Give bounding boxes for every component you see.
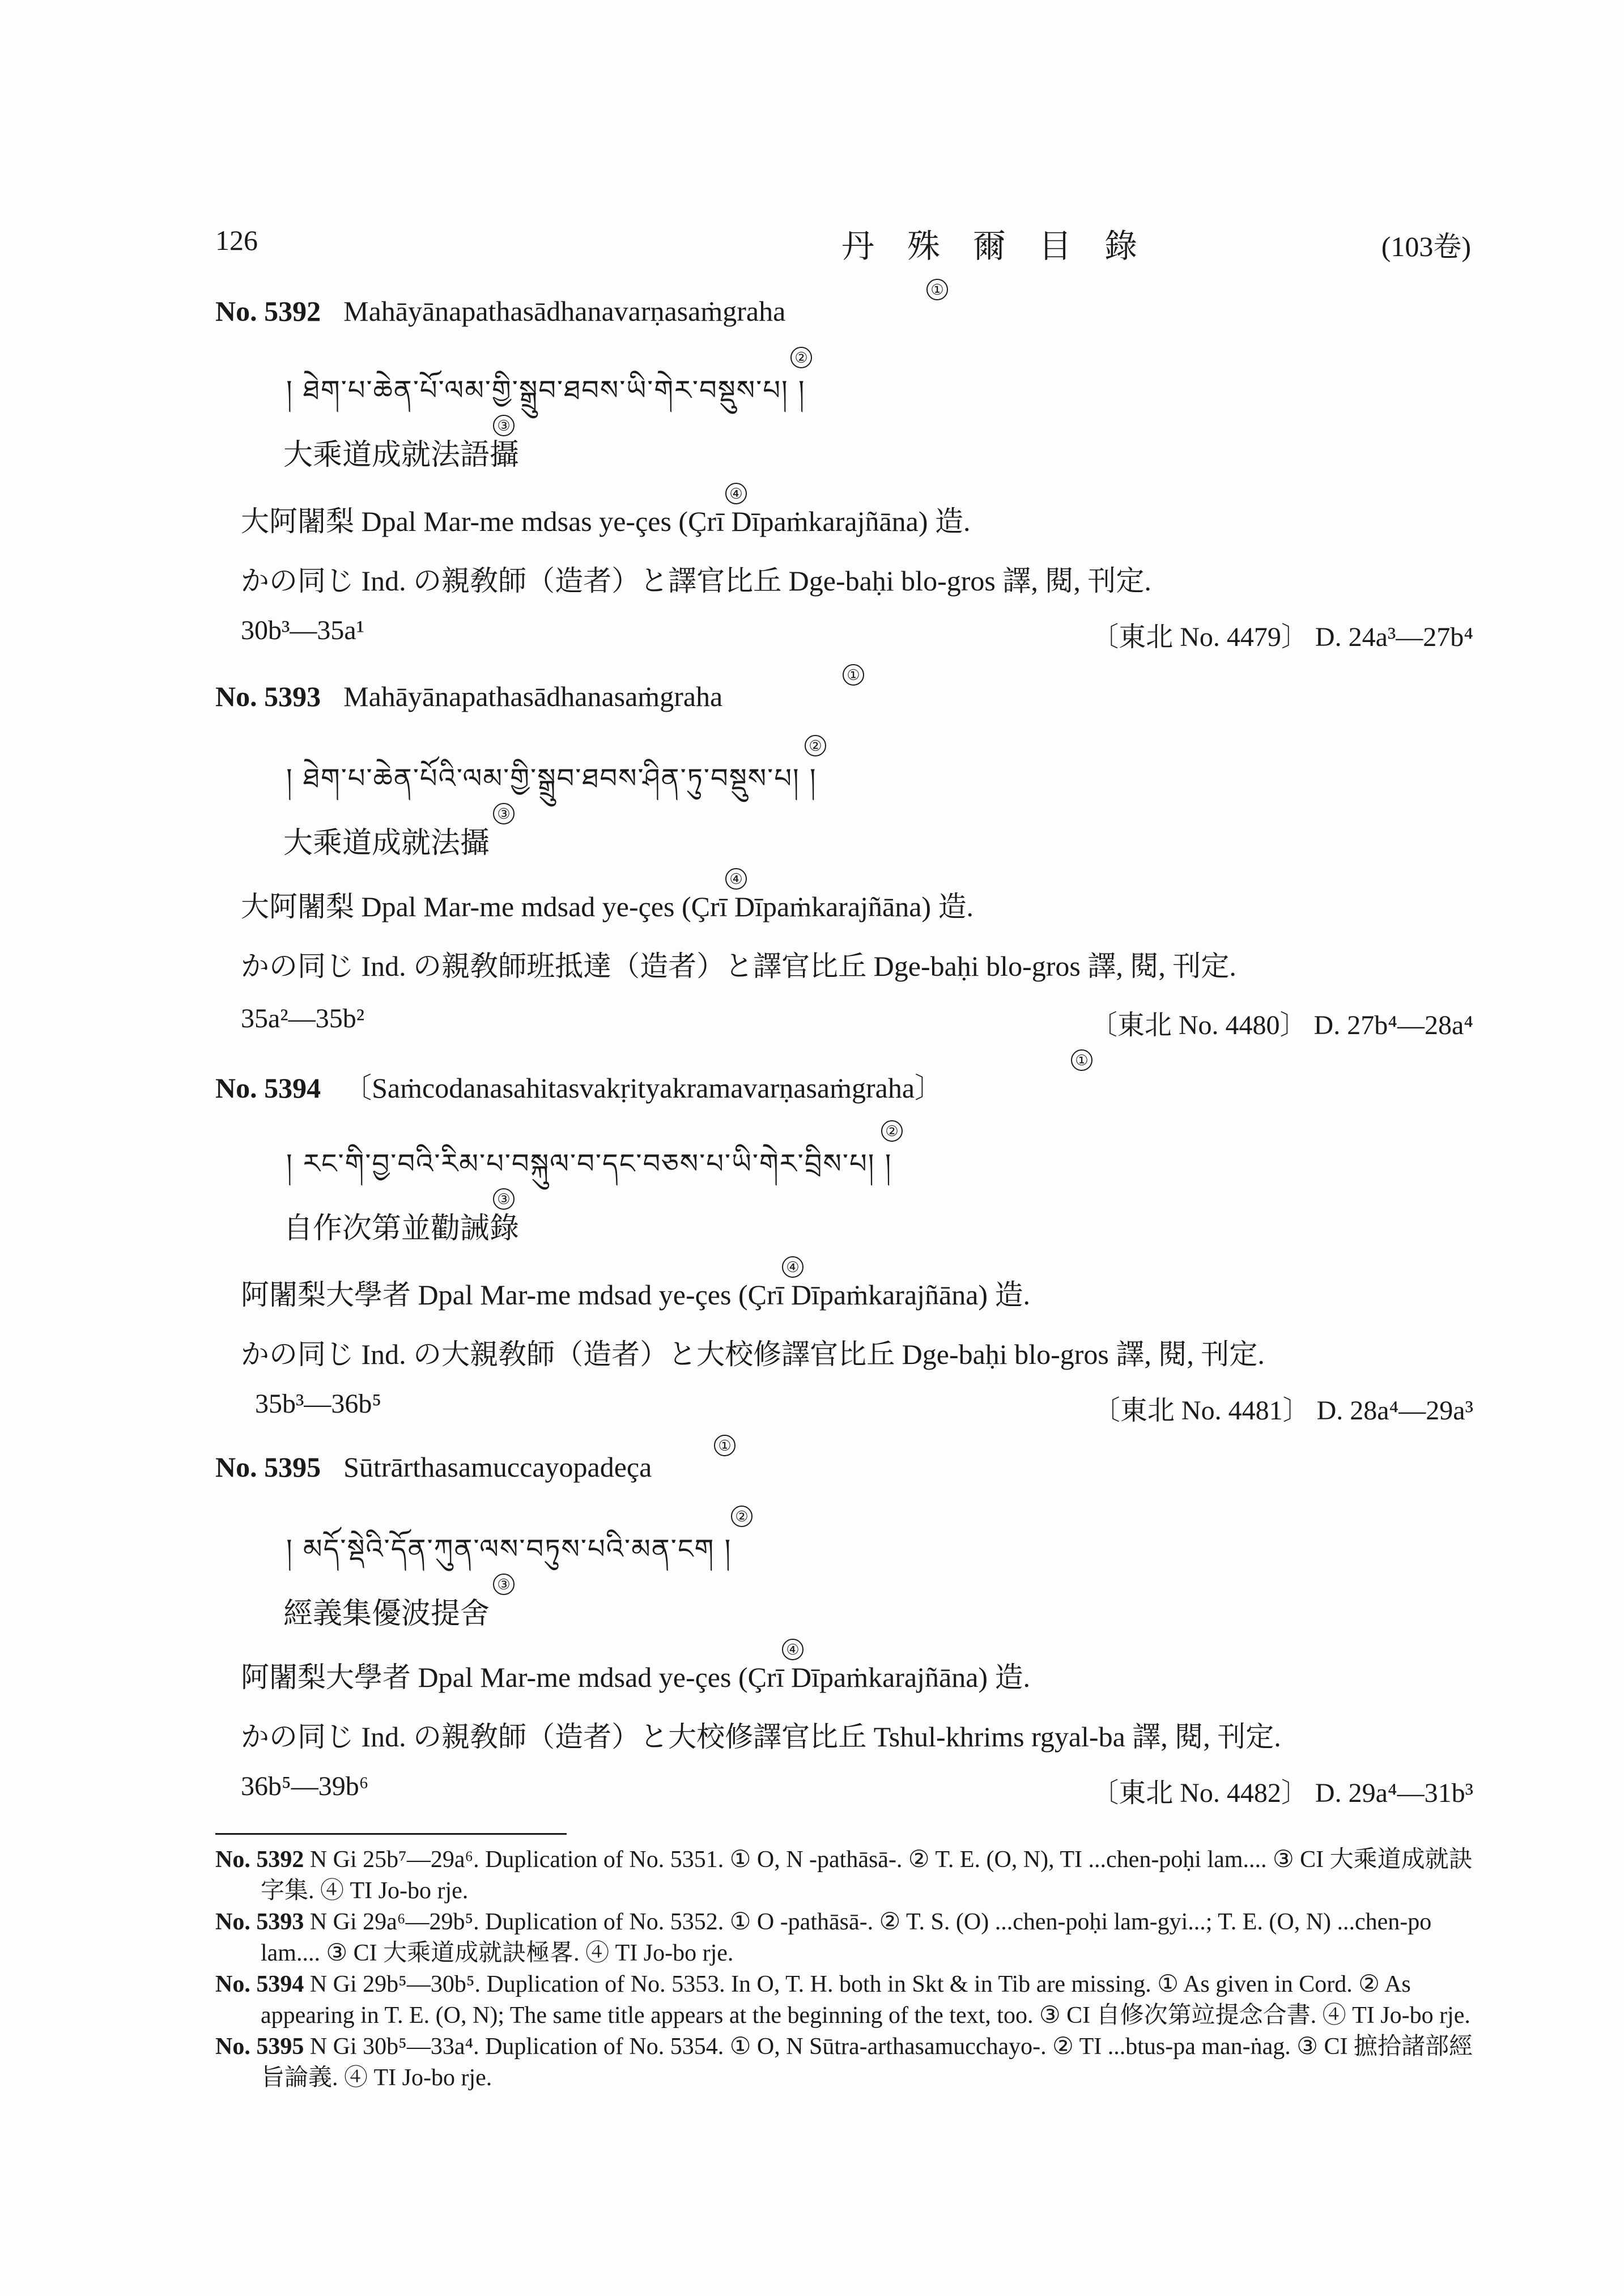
footnote-marker: ③ [493, 803, 515, 824]
tibetan-title: ། རང་གི་བྱ་བའི་རིམ་པ་བསྐུལ་བ་དང་བཅས་པ་ཡི་གེར་བྲིས་པ། ། [286, 1148, 892, 1180]
footnote-marker: ① [714, 1435, 736, 1456]
author-line [241, 499, 971, 539]
entry-number: No. 5393 [215, 681, 321, 712]
footnotes [215, 1844, 1485, 2094]
entry-number: No. 5394 [215, 1072, 321, 1104]
author-line [241, 1272, 1030, 1313]
entry-5392 [215, 281, 1473, 652]
footnote-text: N Gi 30b⁵—33a⁴. Duplication of No. 5354. ① O, N Sūtra-arthasamucchayo-. ② TI ...btus-pa man-ṅag. ③ CI 摭拾諸部經旨論義. ④ TI Jo-bo rje. [261, 2034, 1473, 2091]
footnote-number: No. 5394 [215, 1971, 304, 1997]
cross-reference: 〔東北 No. 4481〕 D. 28a⁴—29a³ [1092, 1396, 1473, 1426]
footnote-marker: ④ [782, 1256, 804, 1278]
chinese-title: 經義集優波提舍 [283, 1598, 490, 1630]
author-suffix: 造. [994, 1661, 1031, 1693]
sanskrit-title: Mahāyānapathasādhanavarṇasaṁgraha [343, 295, 786, 327]
tibetan-title: ། ཐེག་པ་ཆེན་པོ་ལམ་གྱི་སྒྲུབ་ཐབས་ཡི་གེར་བསྡུས་པ། ། [286, 375, 806, 406]
footnote-marker: ② [731, 1506, 753, 1527]
folio-range: 35a²—35b² [241, 1004, 365, 1034]
tibetan-title: ། མདོ་སྡེའི་དོན་ཀུན་ལས་བཏུས་པའི་མན་ངག ། [286, 1533, 732, 1565]
footnote-marker: ③ [493, 1188, 515, 1210]
footnote-marker: ① [843, 664, 864, 686]
cross-reference: 〔東北 No. 4482〕 D. 29a⁴—31b³ [1091, 1778, 1473, 1808]
footnote-5395 [215, 2031, 1485, 2094]
author-title: 大阿闍梨 [241, 891, 354, 922]
author-title: 大阿闍梨 [241, 505, 354, 537]
entry-heading [215, 1065, 943, 1106]
page-title: 丹 殊 爾 目 錄 [841, 228, 1138, 265]
entry-heading [215, 1451, 652, 1483]
translator-line: かの同じ Ind. の親敎師（造者）と大校修譯官比丘 Tshul-khrims rgyal-ba 譯, 閱, 刊定. [241, 1721, 1281, 1753]
volume-label: (103卷) [1381, 231, 1471, 262]
author-title: 阿闍梨大學者 [241, 1279, 411, 1311]
entry-number: No. 5392 [215, 295, 321, 327]
entry-heading [215, 680, 722, 713]
cross-reference: 〔東北 No. 4479〕 D. 24a³—27b⁴ [1091, 622, 1473, 652]
translator-line: かの同じ Ind. の親敎師班抵達（造者）と譯官比丘 Dge-baḥi blo-gros 譯, 閱, 刊定. [241, 950, 1236, 982]
entry-heading [215, 295, 785, 328]
author-sanskrit: (Çrī Dīpaṁkarajñāna) [738, 1661, 988, 1693]
footnote-marker: ② [805, 735, 826, 756]
author-suffix: 造. [935, 505, 971, 537]
footnote-5392 [215, 1844, 1485, 1907]
footnote-marker: ④ [782, 1639, 804, 1660]
footnote-text: N Gi 29b⁵—30b⁵. Duplication of No. 5353. In O, T. H. both in Skt & in Tib are missing. ① As given in Cord. ② As appearing in T. E. (O, N); The same title appears at the beginning of the text, too. ③ CI 自修次第竝提念合書. ④ TI Jo-bo rje. [261, 1971, 1470, 2029]
footnote-5394 [215, 1969, 1485, 2031]
author-sanskrit: (Çrī Dīpaṁkarajñāna) [678, 505, 928, 537]
footnote-marker: ④ [725, 868, 747, 890]
footnote-marker: ② [790, 347, 812, 368]
author-line [241, 1655, 1030, 1695]
chinese-title: 自作次第並勸誡錄 [283, 1213, 520, 1245]
author-suffix: 造. [938, 891, 974, 922]
author-sanskrit: (Çrī Dīpaṁkarajñāna) [738, 1279, 988, 1311]
sanskrit-title: 〔Saṁcodanasahitasvakṛityakramavarṇasaṁgraha〕 [343, 1072, 943, 1104]
folio-range: 30b³—35a¹ [241, 615, 365, 645]
entry-number: No. 5395 [215, 1451, 321, 1483]
author-suffix: 造. [994, 1279, 1031, 1311]
tibetan-title: ། ཐེག་པ་ཆེན་པོའི་ལམ་གྱི་སྒྲུབ་ཐབས་ཤིན་ཏུ་བསྡུས་པ། ། [286, 763, 817, 794]
footnote-marker: ② [881, 1120, 903, 1142]
folio-range: 36b⁵—39b⁶ [241, 1771, 369, 1801]
entry-5393 [215, 666, 1473, 1040]
author-name: Dpal Mar-me mdsad ye-çes [418, 1661, 732, 1693]
footnote-marker: ③ [493, 1574, 515, 1595]
footnote-5393 [215, 1907, 1485, 1969]
footnote-marker: ③ [493, 415, 515, 436]
footnote-number: No. 5395 [215, 2034, 304, 2060]
author-title: 阿闍梨大學者 [241, 1661, 411, 1693]
chinese-title: 大乘道成就法攝 [283, 827, 490, 860]
entry-5394 [215, 1052, 1473, 1428]
sanskrit-title: Mahāyānapathasādhanasaṁgraha [343, 681, 723, 712]
footnote-marker: ① [1071, 1049, 1092, 1071]
page-number: 126 [215, 224, 258, 256]
footnote-text: N Gi 25b⁷—29a⁶. Duplication of No. 5351. ① O, N -pathāsā-. ② T. E. (O, N), TI ...chen-poḥi lam.... ③ CI 大乘道成就訣字集. ④ TI Jo-bo rje. [261, 1847, 1473, 1904]
author-name: Dpal Mar-me mdsad ye-çes [418, 1279, 732, 1311]
running-header [215, 224, 1471, 263]
footnote-marker: ① [926, 279, 948, 300]
translator-line: かの同じ Ind. の大親敎師（造者）と大校修譯官比丘 Dge-baḥi blo-gros 譯, 閱, 刊定. [241, 1338, 1265, 1370]
chinese-title: 大乘道成就法語攝 [283, 439, 520, 471]
entry-5395 [215, 1437, 1473, 1813]
footnote-number: No. 5393 [215, 1909, 304, 1935]
footnote-text: N Gi 29a⁶—29b⁵. Duplication of No. 5352. ① O -pathāsā-. ② T. S. (O) ...chen-poḥi lam-gyi...; T. E. (O, N) ...chen-po lam.... ③ CI 大乘道成就訣極畧. ④ TI Jo-bo rje. [261, 1909, 1432, 1966]
translator-line: かの同じ Ind. の親敎師（造者）と譯官比丘 Dge-baḥi blo-gros 譯, 閱, 刊定. [241, 565, 1151, 597]
footnote-marker: ④ [725, 483, 747, 504]
folio-range: 35b³—36b⁵ [255, 1389, 382, 1419]
footnote-number: No. 5392 [215, 1847, 304, 1873]
cross-reference: 〔東北 No. 4480〕 D. 27b⁴—28a⁴ [1090, 1010, 1473, 1040]
author-name: Dpal Mar-me mdsas ye-çes [361, 505, 671, 537]
author-sanskrit: (Çrī Dīpaṁkarajñāna) [681, 891, 932, 922]
author-line [241, 884, 973, 925]
sanskrit-title: Sūtrārthasamuccayopadeça [343, 1451, 652, 1483]
footnote-divider [215, 1833, 567, 1835]
author-name: Dpal Mar-me mdsad ye-çes [361, 891, 675, 922]
